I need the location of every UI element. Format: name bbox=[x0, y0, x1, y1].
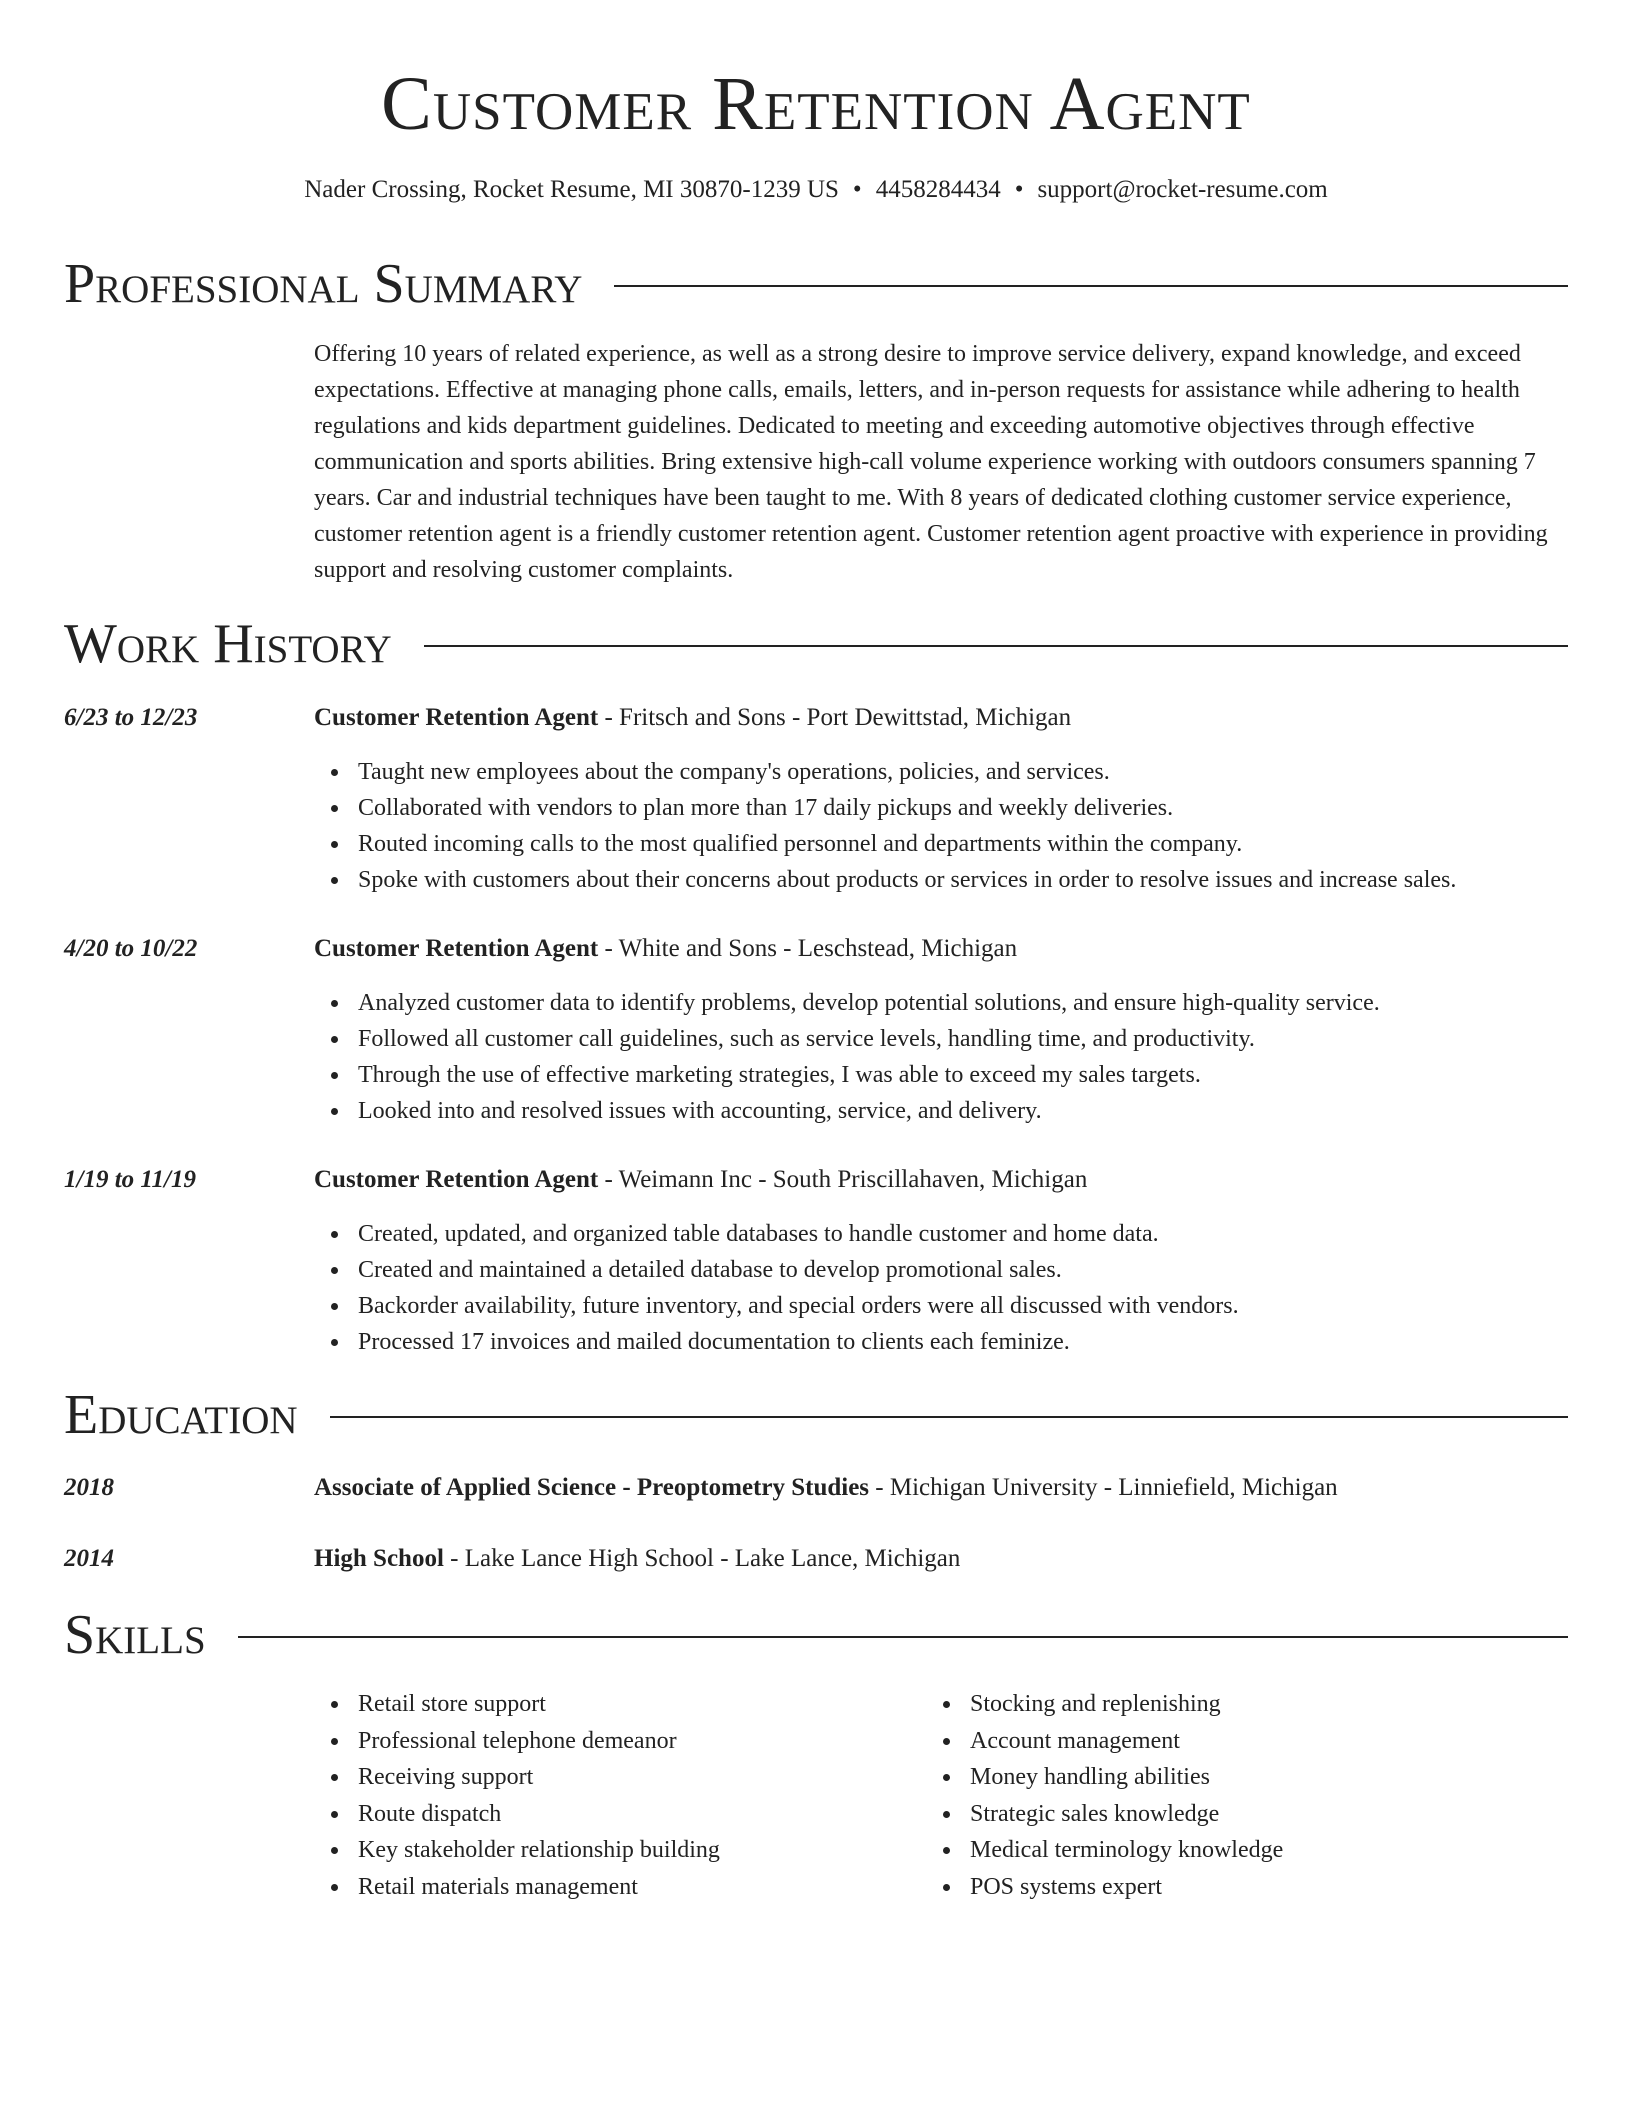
bullet-item: Processed 17 invoices and mailed documentation to clients each feminize. bbox=[358, 1324, 1568, 1360]
summary-paragraph: Offering 10 years of related experience, as well as a strong desire to improve service delivery, expand knowledge, and exceed expectations. Effective at managing phone calls, emails, letters, and in-person requests for assistance while adhering to health regulations and kids department guidelines. Dedicated to meeting and exceeding automotive objectives through effective communication and sports abilities. Bring extensive high-call volume experience working with outdoors consumers spanning 7 years. Car and industrial techniques have been taught to me. With 8 years of dedicated clothing customer service experience, customer retention agent is a friendly customer retention agent. Customer retention agent proactive with experience in providing support and resolving customer complaints. bbox=[314, 341, 1548, 583]
section-divider bbox=[238, 1636, 1568, 1638]
section-divider bbox=[330, 1416, 1568, 1418]
job-bullets bbox=[314, 1216, 1568, 1360]
bullet-item: Backorder availability, future inventory, and special orders were all discussed with vendors. bbox=[358, 1288, 1568, 1324]
bullet-item: Analyzed customer data to identify problems, develop potential solutions, and ensure high-quality service. bbox=[358, 985, 1568, 1021]
section-work-header bbox=[64, 612, 1568, 676]
skill-item: Receiving support bbox=[358, 1759, 720, 1796]
bullet-item: Spoke with customers about their concerns about products or services in order to resolve issues and increase sales. bbox=[358, 862, 1568, 898]
skill-item: Key stakeholder relationship building bbox=[358, 1832, 720, 1869]
skill-item: Stocking and replenishing bbox=[970, 1686, 1283, 1723]
bullet-item: Created, updated, and organized table databases to handle customer and home data. bbox=[358, 1216, 1568, 1252]
job-employer: - White and Sons - Leschstead, Michigan bbox=[598, 935, 1018, 962]
bullet-item: Collaborated with vendors to plan more than 17 daily pickups and weekly deliveries. bbox=[358, 790, 1568, 826]
contact-address: Nader Crossing, Rocket Resume, MI 30870-1239 US bbox=[304, 176, 839, 203]
education-heading bbox=[314, 1543, 960, 1575]
job-dates: 4/20 to 10/22 bbox=[64, 935, 198, 962]
section-summary-header bbox=[64, 252, 1568, 316]
job-employer: - Weimann Inc - South Priscillahaven, Michigan bbox=[598, 1166, 1088, 1193]
section-divider bbox=[424, 645, 1568, 647]
job-bullets bbox=[314, 985, 1568, 1129]
job-heading bbox=[314, 933, 1017, 965]
section-education-header bbox=[64, 1383, 1568, 1447]
job-heading bbox=[314, 702, 1071, 734]
skill-item: Money handling abilities bbox=[970, 1759, 1283, 1796]
education-school: - Lake Lance High School - Lake Lance, Michigan bbox=[443, 1545, 961, 1572]
section-title-education: Education bbox=[64, 1384, 298, 1446]
section-title-summary: Professional Summary bbox=[64, 253, 583, 315]
education-year: 2018 bbox=[64, 1474, 114, 1501]
skill-item: Medical terminology knowledge bbox=[970, 1832, 1283, 1869]
section-skills-header bbox=[64, 1603, 1568, 1667]
contact-separator: • bbox=[1014, 176, 1024, 203]
skill-item: Route dispatch bbox=[358, 1796, 720, 1833]
skill-item: Strategic sales knowledge bbox=[970, 1796, 1283, 1833]
skills-list-right bbox=[926, 1686, 1283, 1905]
section-divider bbox=[614, 285, 1568, 287]
job-title: Customer Retention Agent bbox=[314, 704, 599, 731]
contact-line bbox=[0, 175, 1632, 205]
bullet-item: Followed all customer call guidelines, such as service levels, handling time, and productivity. bbox=[358, 1021, 1568, 1057]
education-school: - Michigan University - Linniefield, Michigan bbox=[869, 1474, 1338, 1501]
skill-item: Retail store support bbox=[358, 1686, 720, 1723]
skill-item: Account management bbox=[970, 1723, 1283, 1760]
bullet-item: Through the use of effective marketing strategies, I was able to exceed my sales targets. bbox=[358, 1057, 1568, 1093]
skill-item: POS systems expert bbox=[970, 1869, 1283, 1906]
job-dates: 1/19 to 11/19 bbox=[64, 1166, 196, 1193]
contact-email: support@rocket-resume.com bbox=[1037, 176, 1328, 203]
education-degree: Associate of Applied Science - Preoptometry Studies bbox=[314, 1474, 870, 1501]
education-year: 2014 bbox=[64, 1545, 114, 1572]
skill-item: Retail materials management bbox=[358, 1869, 720, 1906]
bullet-item: Created and maintained a detailed database to develop promotional sales. bbox=[358, 1252, 1568, 1288]
job-title: Customer Retention Agent bbox=[314, 935, 599, 962]
job-employer: - Fritsch and Sons - Port Dewittstad, Michigan bbox=[598, 704, 1072, 731]
skill-item: Professional telephone demeanor bbox=[358, 1723, 720, 1760]
contact-separator: • bbox=[852, 176, 862, 203]
bullet-item: Taught new employees about the company's operations, policies, and services. bbox=[358, 754, 1568, 790]
resume-title: Customer Retention Agent bbox=[381, 62, 1251, 146]
job-title: Customer Retention Agent bbox=[314, 1166, 599, 1193]
skills-list-left bbox=[314, 1686, 720, 1905]
education-degree: High School bbox=[314, 1545, 444, 1572]
bullet-item: Looked into and resolved issues with accounting, service, and delivery. bbox=[358, 1093, 1568, 1129]
bullet-item: Routed incoming calls to the most qualified personnel and departments within the company. bbox=[358, 826, 1568, 862]
job-bullets bbox=[314, 754, 1568, 898]
section-title-work: Work History bbox=[64, 613, 392, 675]
section-title-skills: Skills bbox=[64, 1604, 206, 1666]
contact-phone: 4458284434 bbox=[875, 176, 1001, 203]
education-heading bbox=[314, 1472, 1338, 1504]
job-dates: 6/23 to 12/23 bbox=[64, 704, 198, 731]
job-heading bbox=[314, 1164, 1087, 1196]
